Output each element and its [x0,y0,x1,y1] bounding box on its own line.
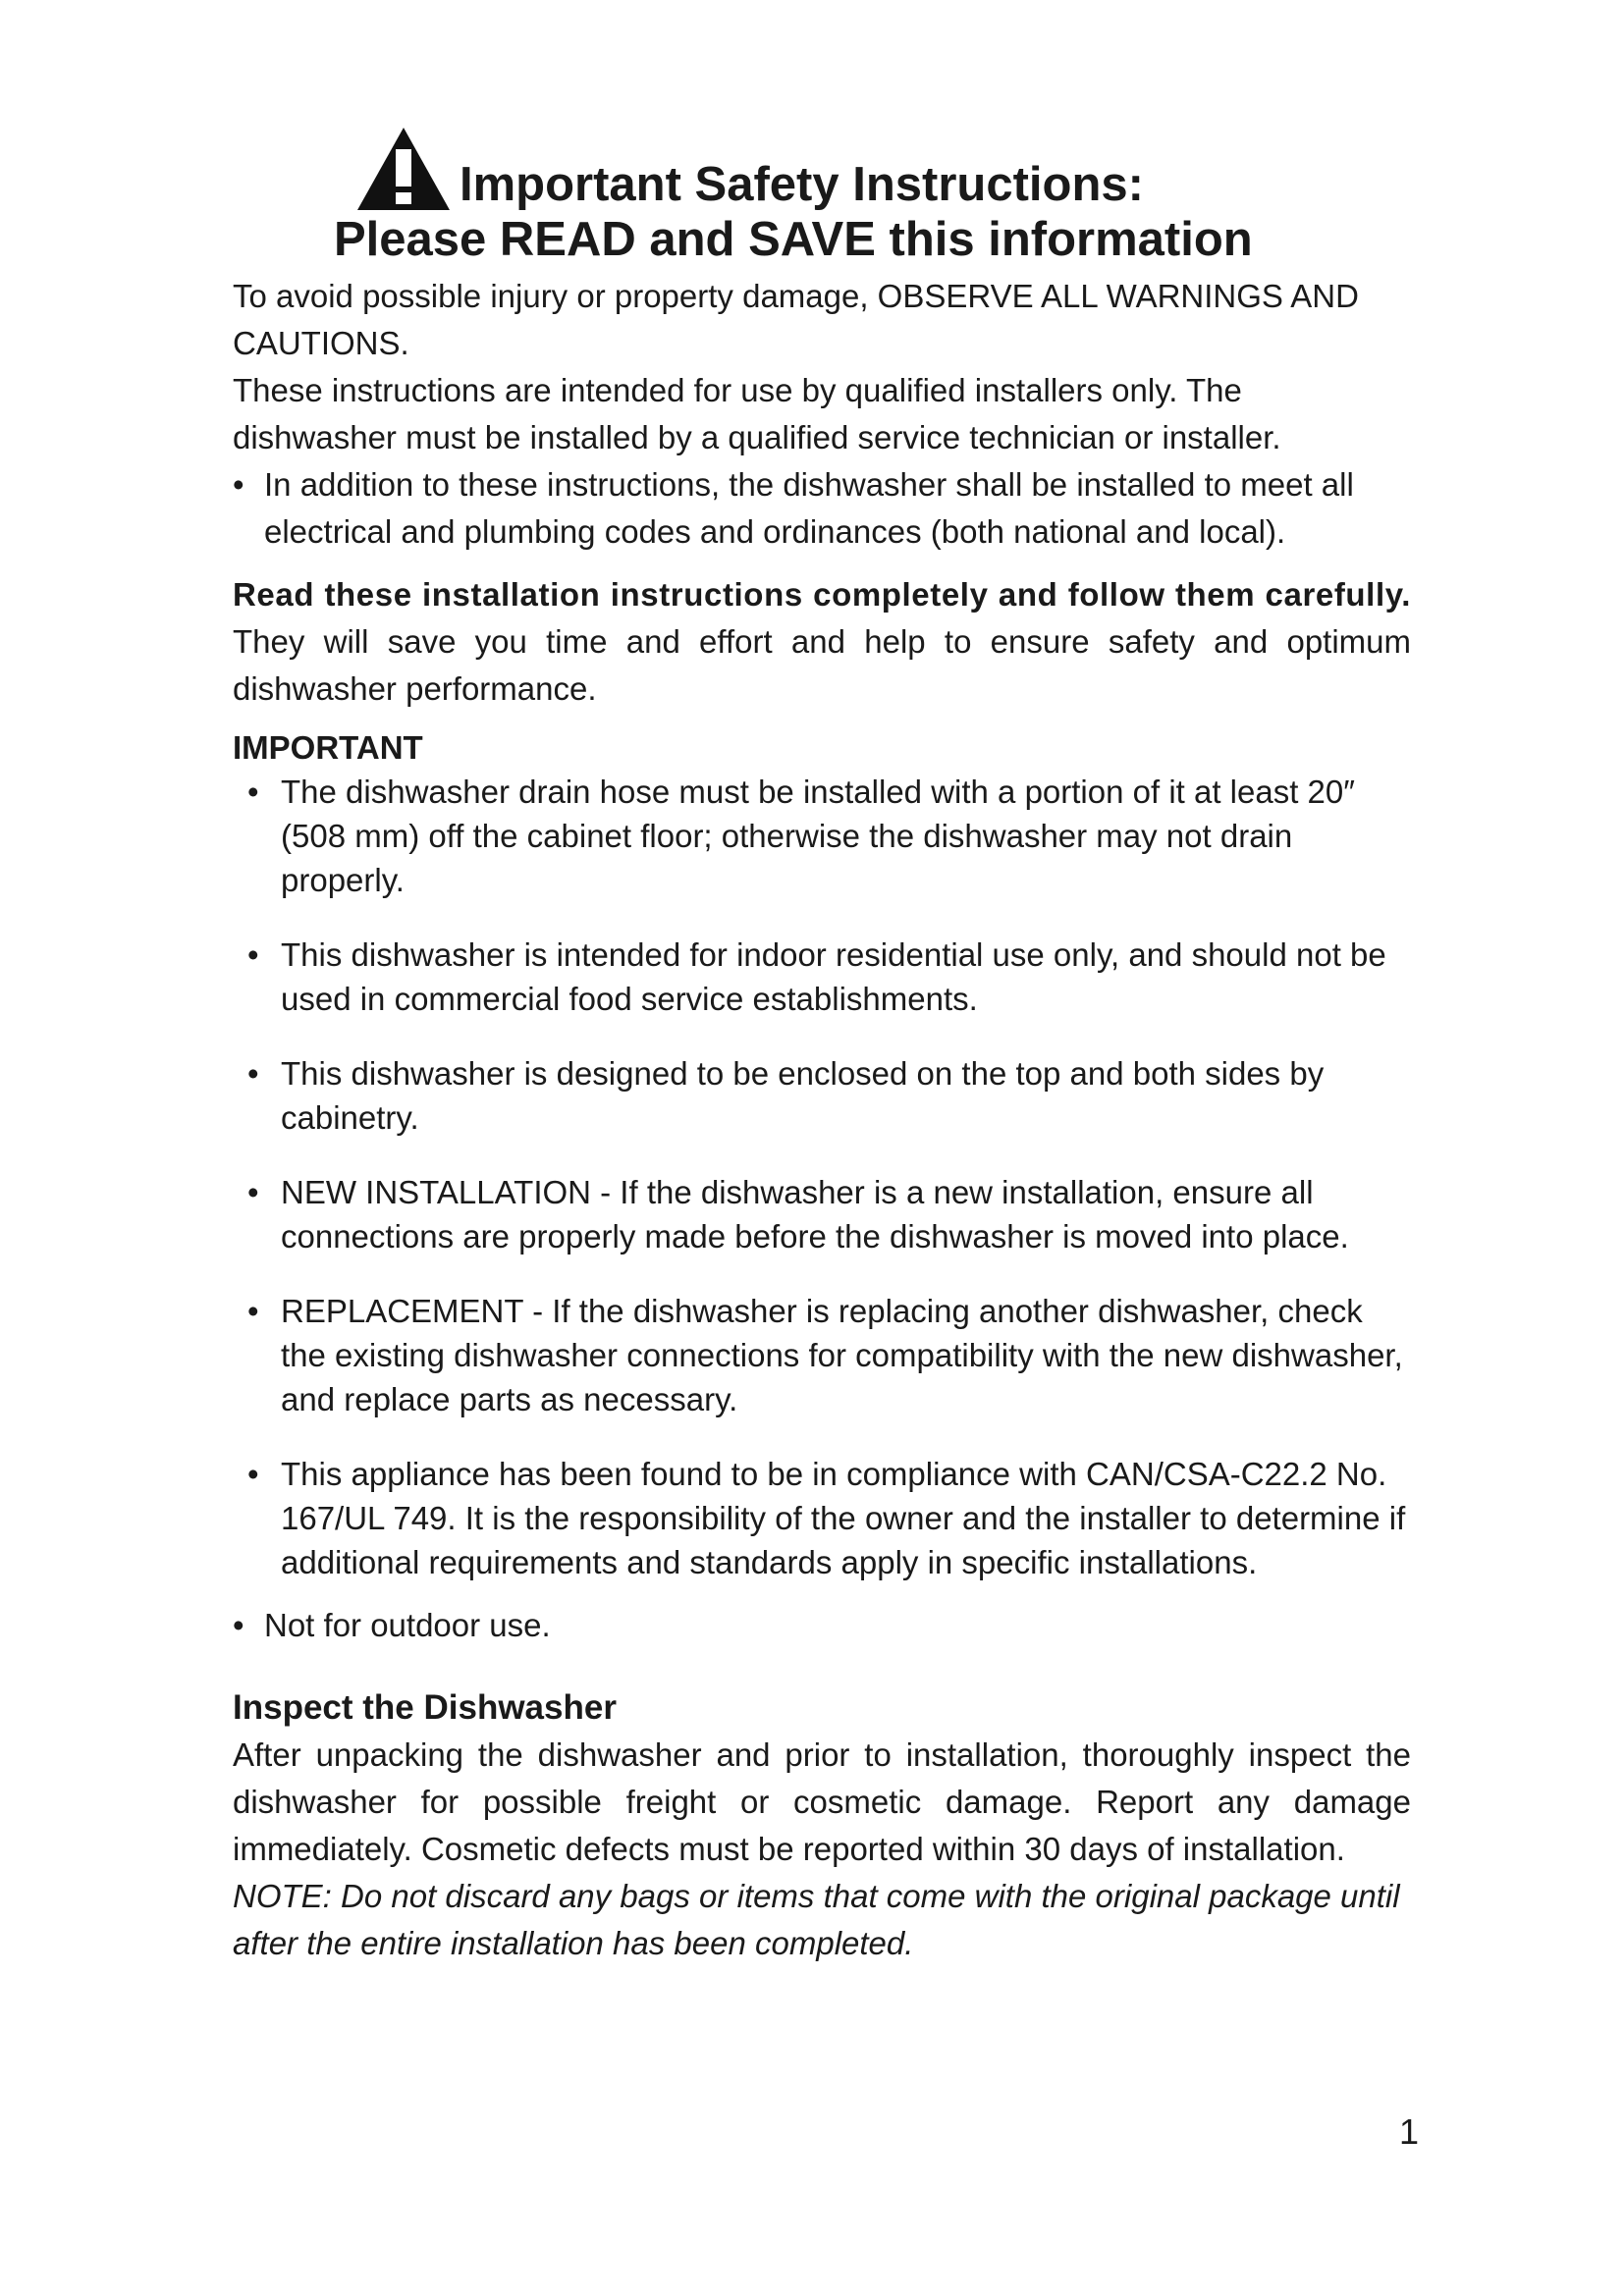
list-item [247,770,1411,902]
list-item [247,1051,1411,1140]
list-item-text: This appliance has been found to be in compliance with CAN/CSA-C22.2 No. 167/UL 749. It is the responsibility of the owner and the installer to determine if additional requirements and standards apply in specific installations. [281,1456,1406,1580]
bullet-dot: • [247,1174,259,1210]
outdoor-use-text: Not for outdoor use. [264,1607,551,1643]
page-number: 1 [1399,2111,1420,2152]
important-list [233,770,1411,1584]
read-instructions-paragraph [233,571,1411,713]
bullet-dot: • [247,1456,259,1492]
list-item [247,933,1411,1021]
list-item [247,1289,1411,1421]
bullet-dot: • [233,466,244,503]
bullet-dot: • [247,1055,259,1092]
inspect-paragraph: After unpacking the dishwasher and prior to installation, thoroughly inspect the dishwasher for possible freight or cosmetic damage. Report any damage immediately. Cosmetic defects must be reported within 30 days of installation. [233,1736,1411,1867]
list-item-text: The dishwasher drain hose must be installed with a portion of it at least 20″ (508 mm) off the cabinet floor; otherwise the dishwasher may not drain properly. [281,774,1355,898]
bullet-dot: • [247,936,259,973]
list-item-text: This dishwasher is intended for indoor residential use only, and should not be used in commercial food service establishments. [281,936,1386,1017]
bullet-dot: • [233,1607,244,1643]
inspect-heading: Inspect the Dishwasher [233,1688,617,1727]
page-title-line-1: Important Safety Instructions: [460,158,1144,211]
bullet-dot: • [247,1293,259,1329]
important-heading: IMPORTANT [233,729,423,766]
list-item [247,1170,1411,1258]
list-item-text: NEW INSTALLATION - If the dishwasher is a new installation, ensure all connections are properly made before the dishwasher is moved into place. [281,1174,1349,1255]
read-instructions-rest: They will save you time and effort and help to ensure safety and optimum dishwasher performance. [233,623,1411,707]
codes-bullet [233,461,1411,556]
read-instructions-bold: Read these installation instructions completely and follow them carefully. [233,576,1411,613]
outdoor-use-item [233,1603,1411,1647]
list-item [247,1452,1411,1584]
title-row [233,126,1534,212]
intro-warning-paragraph: To avoid possible injury or property damage, OBSERVE ALL WARNINGS AND CAUTIONS. [233,278,1359,361]
list-item-text: This dishwasher is designed to be enclosed on the top and both sides by cabinetry. [281,1055,1325,1136]
page-title-line-2: Please READ and SAVE this information [334,213,1253,266]
note-paragraph: NOTE: Do not discard any bags or items that come with the original package until after the entire installation has been completed. [233,1878,1400,1961]
bullet-dot: • [247,774,259,810]
codes-bullet-text: In addition to these instructions, the dishwasher shall be installed to meet all electrical and plumbing codes and ordinances (both national and local). [264,466,1354,550]
list-item-text: REPLACEMENT - If the dishwasher is replacing another dishwasher, check the existing dishwasher connections for compatibility with the new dishwasher, and replace parts as necessary. [281,1293,1403,1417]
document-page [233,126,1411,1967]
qualified-installers-paragraph: These instructions are intended for use by qualified installers only. The dishwasher must be installed by a qualified service technician or installer. [233,372,1281,455]
warning-triangle-icon [355,126,452,212]
